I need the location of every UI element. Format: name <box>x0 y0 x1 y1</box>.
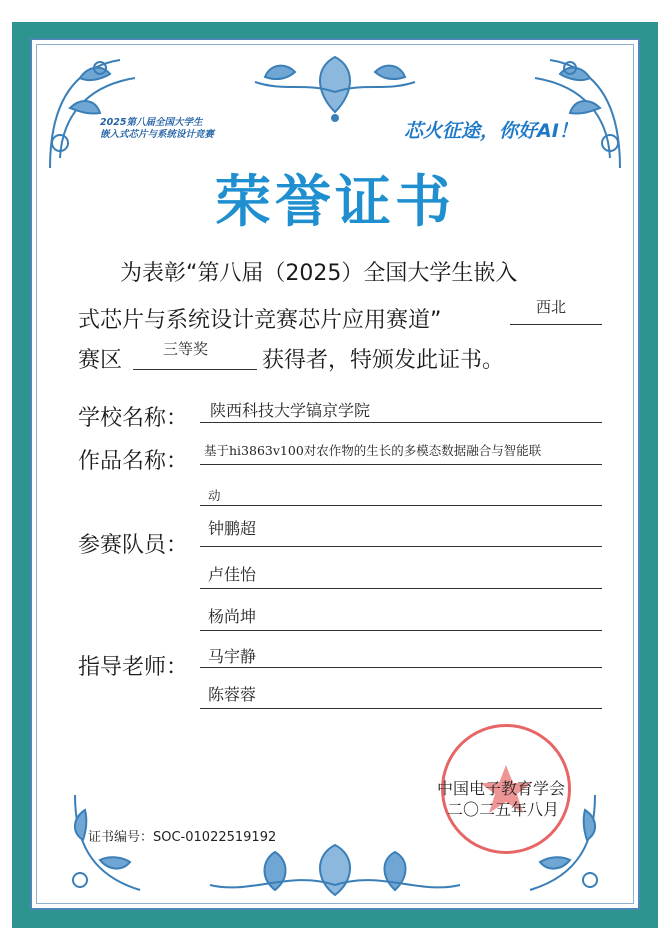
top-center-floral-ornament <box>235 52 435 122</box>
corner-ornament-bottom-left <box>60 790 150 900</box>
division-underline <box>510 324 602 325</box>
advisor-underline-2 <box>200 708 602 709</box>
issue-date: 二〇二五年八月 <box>447 800 560 819</box>
advisor-name: 马宇静 <box>208 647 257 666</box>
division-value: 西北 <box>536 298 567 316</box>
work-label: 作品名称： <box>78 449 189 474</box>
school-label: 学校名称： <box>78 406 189 431</box>
body-line-3-suffix: 获得者，特颁发此证书。 <box>262 348 505 373</box>
event-title <box>100 117 260 141</box>
members-label: 参赛队员： <box>78 533 189 558</box>
certificate-number: 证书编号：SOC-01022519192 <box>88 830 277 845</box>
body-line-1: 为表彰“第八届（2025）全国大学生嵌入 <box>120 261 518 286</box>
event-title-line2: 嵌入式芯片与系统设计竞赛 <box>100 129 215 140</box>
issuer-name: 中国电子教育学会 <box>437 779 566 798</box>
member-underline-1 <box>200 546 602 547</box>
member-name: 杨尚坤 <box>208 607 257 626</box>
certificate-title: 荣誉证书 <box>215 169 455 235</box>
body-line-2: 式芯片与系统设计竞赛芯片应用赛道” <box>78 308 442 333</box>
member-name: 钟鹏超 <box>208 519 257 538</box>
bottom-center-floral-ornament <box>200 840 470 900</box>
award-value: 三等奖 <box>163 340 209 358</box>
member-name: 卢佳怡 <box>208 565 257 584</box>
member-underline-2 <box>200 588 602 589</box>
award-underline <box>133 369 257 370</box>
advisors-label: 指导老师： <box>78 655 189 680</box>
advisor-underline-1 <box>200 667 602 668</box>
work-underline-1 <box>200 464 602 465</box>
event-title-line1: 2025第八届全国大学生 <box>100 117 203 128</box>
member-underline-3 <box>200 630 602 631</box>
school-value: 陕西科技大学镐京学院 <box>210 401 371 420</box>
advisor-name: 陈蓉蓉 <box>208 685 257 704</box>
slogan: 芯火征途，你好AI！ <box>404 120 578 142</box>
body-line-3-prefix: 赛区 <box>78 348 123 373</box>
school-underline <box>200 422 602 423</box>
work-value-line1: 基于hi3863v100对农作物的生长的多模态数据融合与智能联 <box>204 443 542 458</box>
work-value-line2: 动 <box>208 488 221 503</box>
work-underline-2 <box>200 505 602 506</box>
